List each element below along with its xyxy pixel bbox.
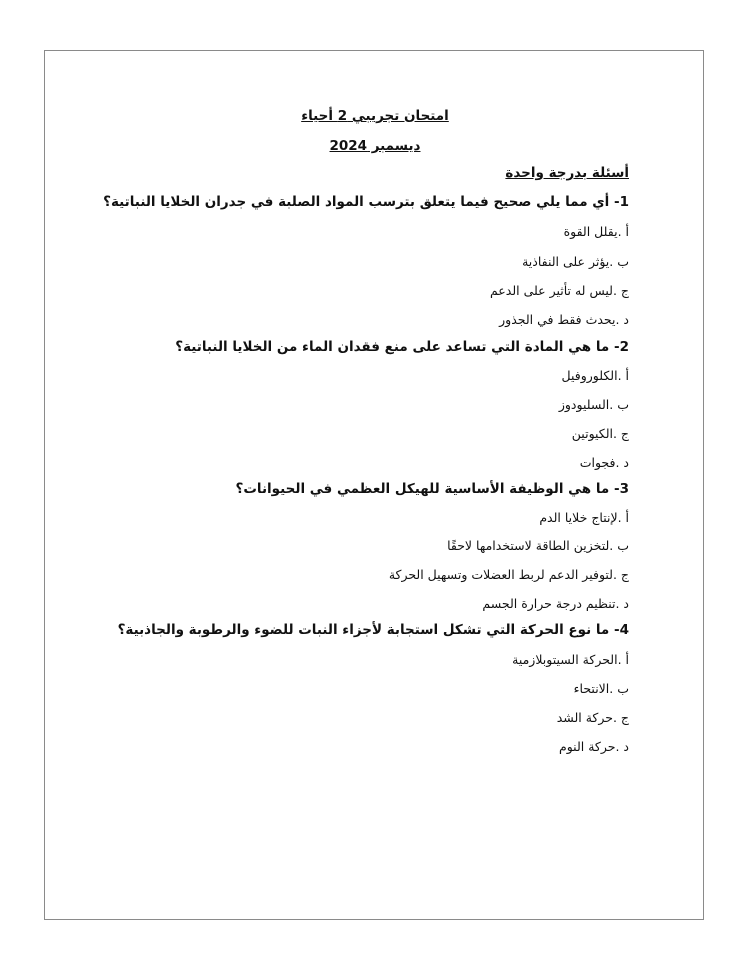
question-3-option-b: ب .لتخزين الطاقة لاستخدامها لاحقًا	[447, 538, 629, 553]
question-4-option-b: ب .الانتحاء	[573, 681, 629, 696]
question-4: 4- ما نوع الحركة التي تشكل استجابة لأجزاء النبات للضوء والرطوبة والجاذبية؟	[117, 622, 629, 638]
section-heading: أسئلة بدرجة واحدة	[505, 165, 629, 181]
question-2-option-a: أ .الكلوروفيل	[561, 368, 629, 383]
exam-title: امتحان تجريبي 2 أحياء	[301, 108, 449, 124]
question-3-option-a: أ .لإنتاج خلايا الدم	[539, 510, 629, 525]
question-1-option-b: ب .يؤثر على النفاذية	[522, 254, 629, 269]
question-2: 2- ما هي المادة التي تساعد على منع فقدان الماء من الخلايا النباتية؟	[175, 339, 629, 355]
question-2-option-c: ج .الكيوتين	[571, 426, 629, 441]
question-2-option-d: د .فجوات	[579, 455, 629, 470]
question-4-option-d: د .حركة النوم	[558, 739, 629, 754]
question-1-option-d: د .يحدث فقط في الجذور	[499, 312, 629, 327]
question-3: 3- ما هي الوظيفة الأساسية للهيكل العظمي في الحيوانات؟	[235, 481, 629, 497]
question-1-option-a: أ .يقلل القوة	[563, 224, 629, 239]
exam-date: ديسمبر 2024	[329, 138, 421, 154]
question-1-option-c: ج .ليس له تأثير على الدعم	[489, 283, 629, 298]
question-2-option-b: ب .السليودوز	[558, 397, 629, 412]
question-4-option-c: ج .حركة الشد	[556, 710, 629, 725]
question-4-option-a: أ .الحركة السيتوبلازمية	[512, 652, 629, 667]
question-3-option-d: د .تنظيم درجة حرارة الجسم	[482, 596, 629, 611]
question-3-option-c: ج .لتوفير الدعم لربط العضلات وتسهيل الحركة	[388, 567, 629, 582]
question-1: 1- أي مما يلي صحيح فيما يتعلق بترسب المواد الصلبة في جدران الخلايا النباتية؟	[103, 194, 629, 210]
